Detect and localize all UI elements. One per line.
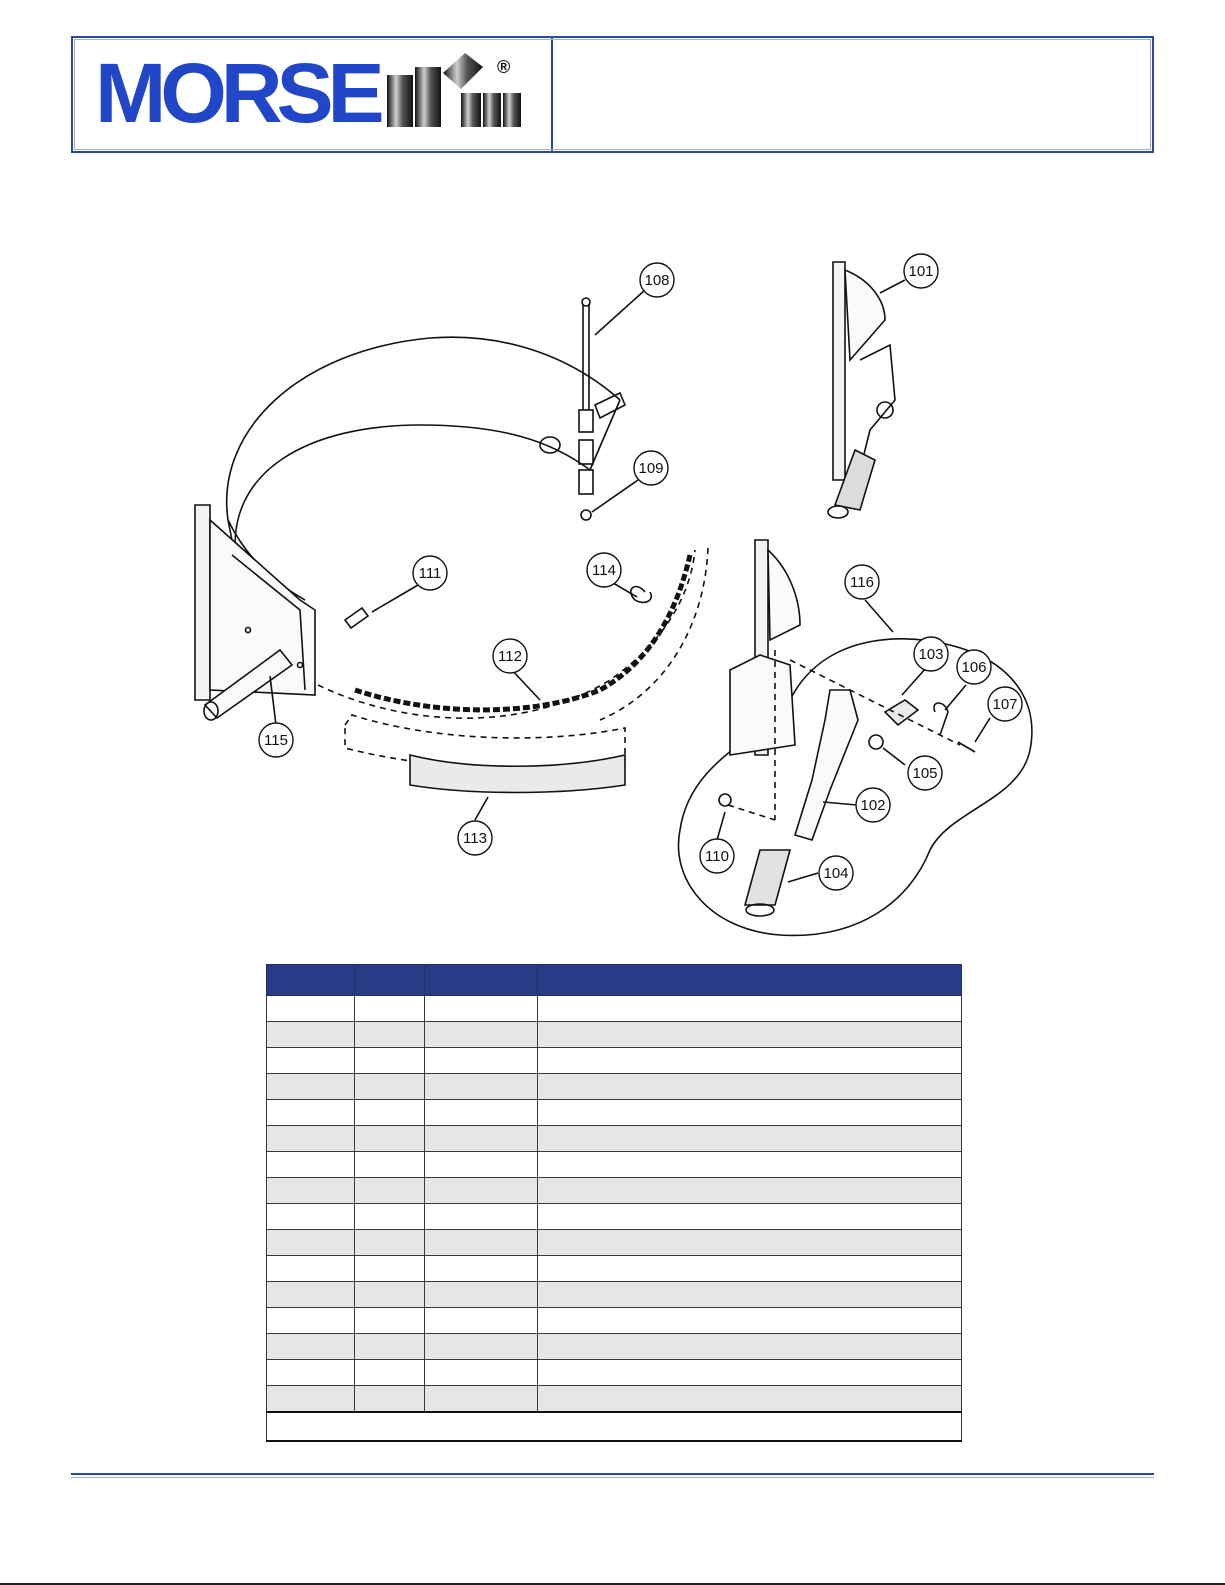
- table-row: [267, 1230, 962, 1256]
- table-cell: [538, 996, 962, 1022]
- table-row: [267, 1308, 962, 1334]
- drum-logo-icon: [387, 53, 525, 127]
- table-cell: [538, 1178, 962, 1204]
- table-cell: [425, 1256, 538, 1282]
- table-cell: [355, 1152, 425, 1178]
- table-cell: [425, 1360, 538, 1386]
- table-cell: [355, 1178, 425, 1204]
- svg-text:103: 103: [918, 646, 944, 663]
- table-cell: [267, 1022, 355, 1048]
- callout-114: [587, 553, 621, 587]
- exploded-parts-diagram: [180, 250, 1060, 950]
- svg-text:116: 116: [850, 574, 874, 591]
- table-cell: [267, 1204, 355, 1230]
- svg-text:110: 110: [705, 848, 729, 865]
- svg-text:102: 102: [860, 797, 886, 814]
- table-cell: [267, 1256, 355, 1282]
- table-cell: [355, 1048, 425, 1074]
- svg-text:109: 109: [638, 460, 664, 477]
- svg-text:108: 108: [644, 272, 670, 289]
- svg-text:107: 107: [992, 696, 1018, 713]
- table-cell: [538, 1100, 962, 1126]
- table-cell: [538, 1334, 962, 1360]
- table-cell: [267, 1152, 355, 1178]
- table-cell: [267, 1178, 355, 1204]
- table-cell: [267, 1334, 355, 1360]
- footer-rule-thin: [71, 1477, 1154, 1478]
- page-header: [71, 36, 1154, 153]
- table-row: [267, 1334, 962, 1360]
- table-row: [267, 1100, 962, 1126]
- table-cell: [425, 1126, 538, 1152]
- table-cell: [425, 1152, 538, 1178]
- table-cell: [267, 1048, 355, 1074]
- callout-111: [413, 556, 447, 590]
- table-cell: [355, 1308, 425, 1334]
- column-header: [538, 965, 962, 996]
- table-cell: [267, 1282, 355, 1308]
- table-row: [267, 1126, 962, 1152]
- svg-text:112: 112: [498, 648, 522, 665]
- table-cell: [425, 996, 538, 1022]
- callout-109: [634, 451, 668, 485]
- table-row: [267, 1152, 962, 1178]
- svg-text:115: 115: [264, 732, 288, 749]
- table-cell: [425, 1178, 538, 1204]
- callout-103: [914, 637, 948, 671]
- table-row: [267, 996, 962, 1022]
- callout-110: [700, 839, 734, 873]
- table-cell: [538, 1048, 962, 1074]
- svg-text:111: 111: [418, 565, 442, 582]
- callout-112: [493, 639, 527, 673]
- table-cell: [425, 1204, 538, 1230]
- table-row: [267, 1074, 962, 1100]
- table-cell: [355, 1282, 425, 1308]
- table-cell: [355, 1100, 425, 1126]
- table-row: [267, 1256, 962, 1282]
- svg-text:104: 104: [823, 865, 849, 882]
- table-cell: [355, 1022, 425, 1048]
- table-cell: [425, 1334, 538, 1360]
- table-cell: [425, 1074, 538, 1100]
- table-cell: [538, 1360, 962, 1386]
- callout-108: [640, 263, 674, 297]
- table-row: [267, 1178, 962, 1204]
- callout-group: [259, 254, 1022, 890]
- header-title-area: [555, 38, 1152, 151]
- table-cell: [538, 1074, 962, 1100]
- svg-text:101: 101: [908, 263, 934, 280]
- table-cell: [538, 1386, 962, 1413]
- column-header: [267, 965, 355, 996]
- table-row: [267, 1022, 962, 1048]
- callout-106: [957, 650, 991, 684]
- table-cell: [355, 1074, 425, 1100]
- table-cell: [425, 1022, 538, 1048]
- table-row: [267, 1360, 962, 1386]
- table-header-row: [267, 965, 962, 996]
- callout-104: [819, 856, 853, 890]
- table-cell: [267, 1126, 355, 1152]
- table-cell: [267, 1308, 355, 1334]
- table-cell: [538, 1022, 962, 1048]
- parts-table: [266, 964, 962, 1442]
- table-cell: [267, 1386, 355, 1413]
- table-cell: [267, 1360, 355, 1386]
- table-cell: [538, 1256, 962, 1282]
- svg-text:105: 105: [912, 765, 938, 782]
- callout-102: [856, 788, 890, 822]
- table-cell: [267, 1074, 355, 1100]
- registered-mark: ®: [497, 57, 511, 77]
- footer-rule: [71, 1473, 1154, 1475]
- table-row: [267, 1204, 962, 1230]
- column-header: [355, 965, 425, 996]
- callout-101: [904, 254, 938, 288]
- table-cell: [425, 1386, 538, 1413]
- svg-text:114: 114: [592, 562, 616, 579]
- table-cell: [425, 1100, 538, 1126]
- table-cell: [355, 1334, 425, 1360]
- table-cell: [267, 996, 355, 1022]
- table-cell: [538, 1152, 962, 1178]
- table-cell: [355, 1256, 425, 1282]
- table-cell: [355, 1386, 425, 1413]
- table-cell: [425, 1048, 538, 1074]
- logo-wordmark: MORSE: [95, 46, 379, 140]
- table-cell: [425, 1308, 538, 1334]
- table-cell: [425, 1230, 538, 1256]
- callout-113: [458, 821, 492, 855]
- table-cell: [355, 1230, 425, 1256]
- table-cell: [355, 1360, 425, 1386]
- callout-107: [988, 687, 1022, 721]
- table-row: [267, 1048, 962, 1074]
- table-cell: [538, 1230, 962, 1256]
- callout-115: [259, 723, 293, 757]
- table-note-row: [267, 1412, 962, 1441]
- table-row: [267, 1386, 962, 1413]
- table-cell: [267, 1230, 355, 1256]
- table-cell: [538, 1204, 962, 1230]
- table-cell: [355, 996, 425, 1022]
- header-divider: [551, 38, 553, 151]
- table-cell: [267, 1100, 355, 1126]
- callout-116: [845, 565, 879, 599]
- svg-text:113: 113: [463, 830, 487, 847]
- column-header: [425, 965, 538, 996]
- morse-logo: [95, 46, 525, 140]
- table-cell: [425, 1282, 538, 1308]
- svg-text:106: 106: [961, 659, 987, 676]
- table-cell: [538, 1282, 962, 1308]
- table-note: [267, 1412, 962, 1441]
- table-row: [267, 1282, 962, 1308]
- callout-105: [908, 756, 942, 790]
- table-cell: [355, 1126, 425, 1152]
- table-cell: [538, 1126, 962, 1152]
- table-cell: [538, 1308, 962, 1334]
- table-cell: [355, 1204, 425, 1230]
